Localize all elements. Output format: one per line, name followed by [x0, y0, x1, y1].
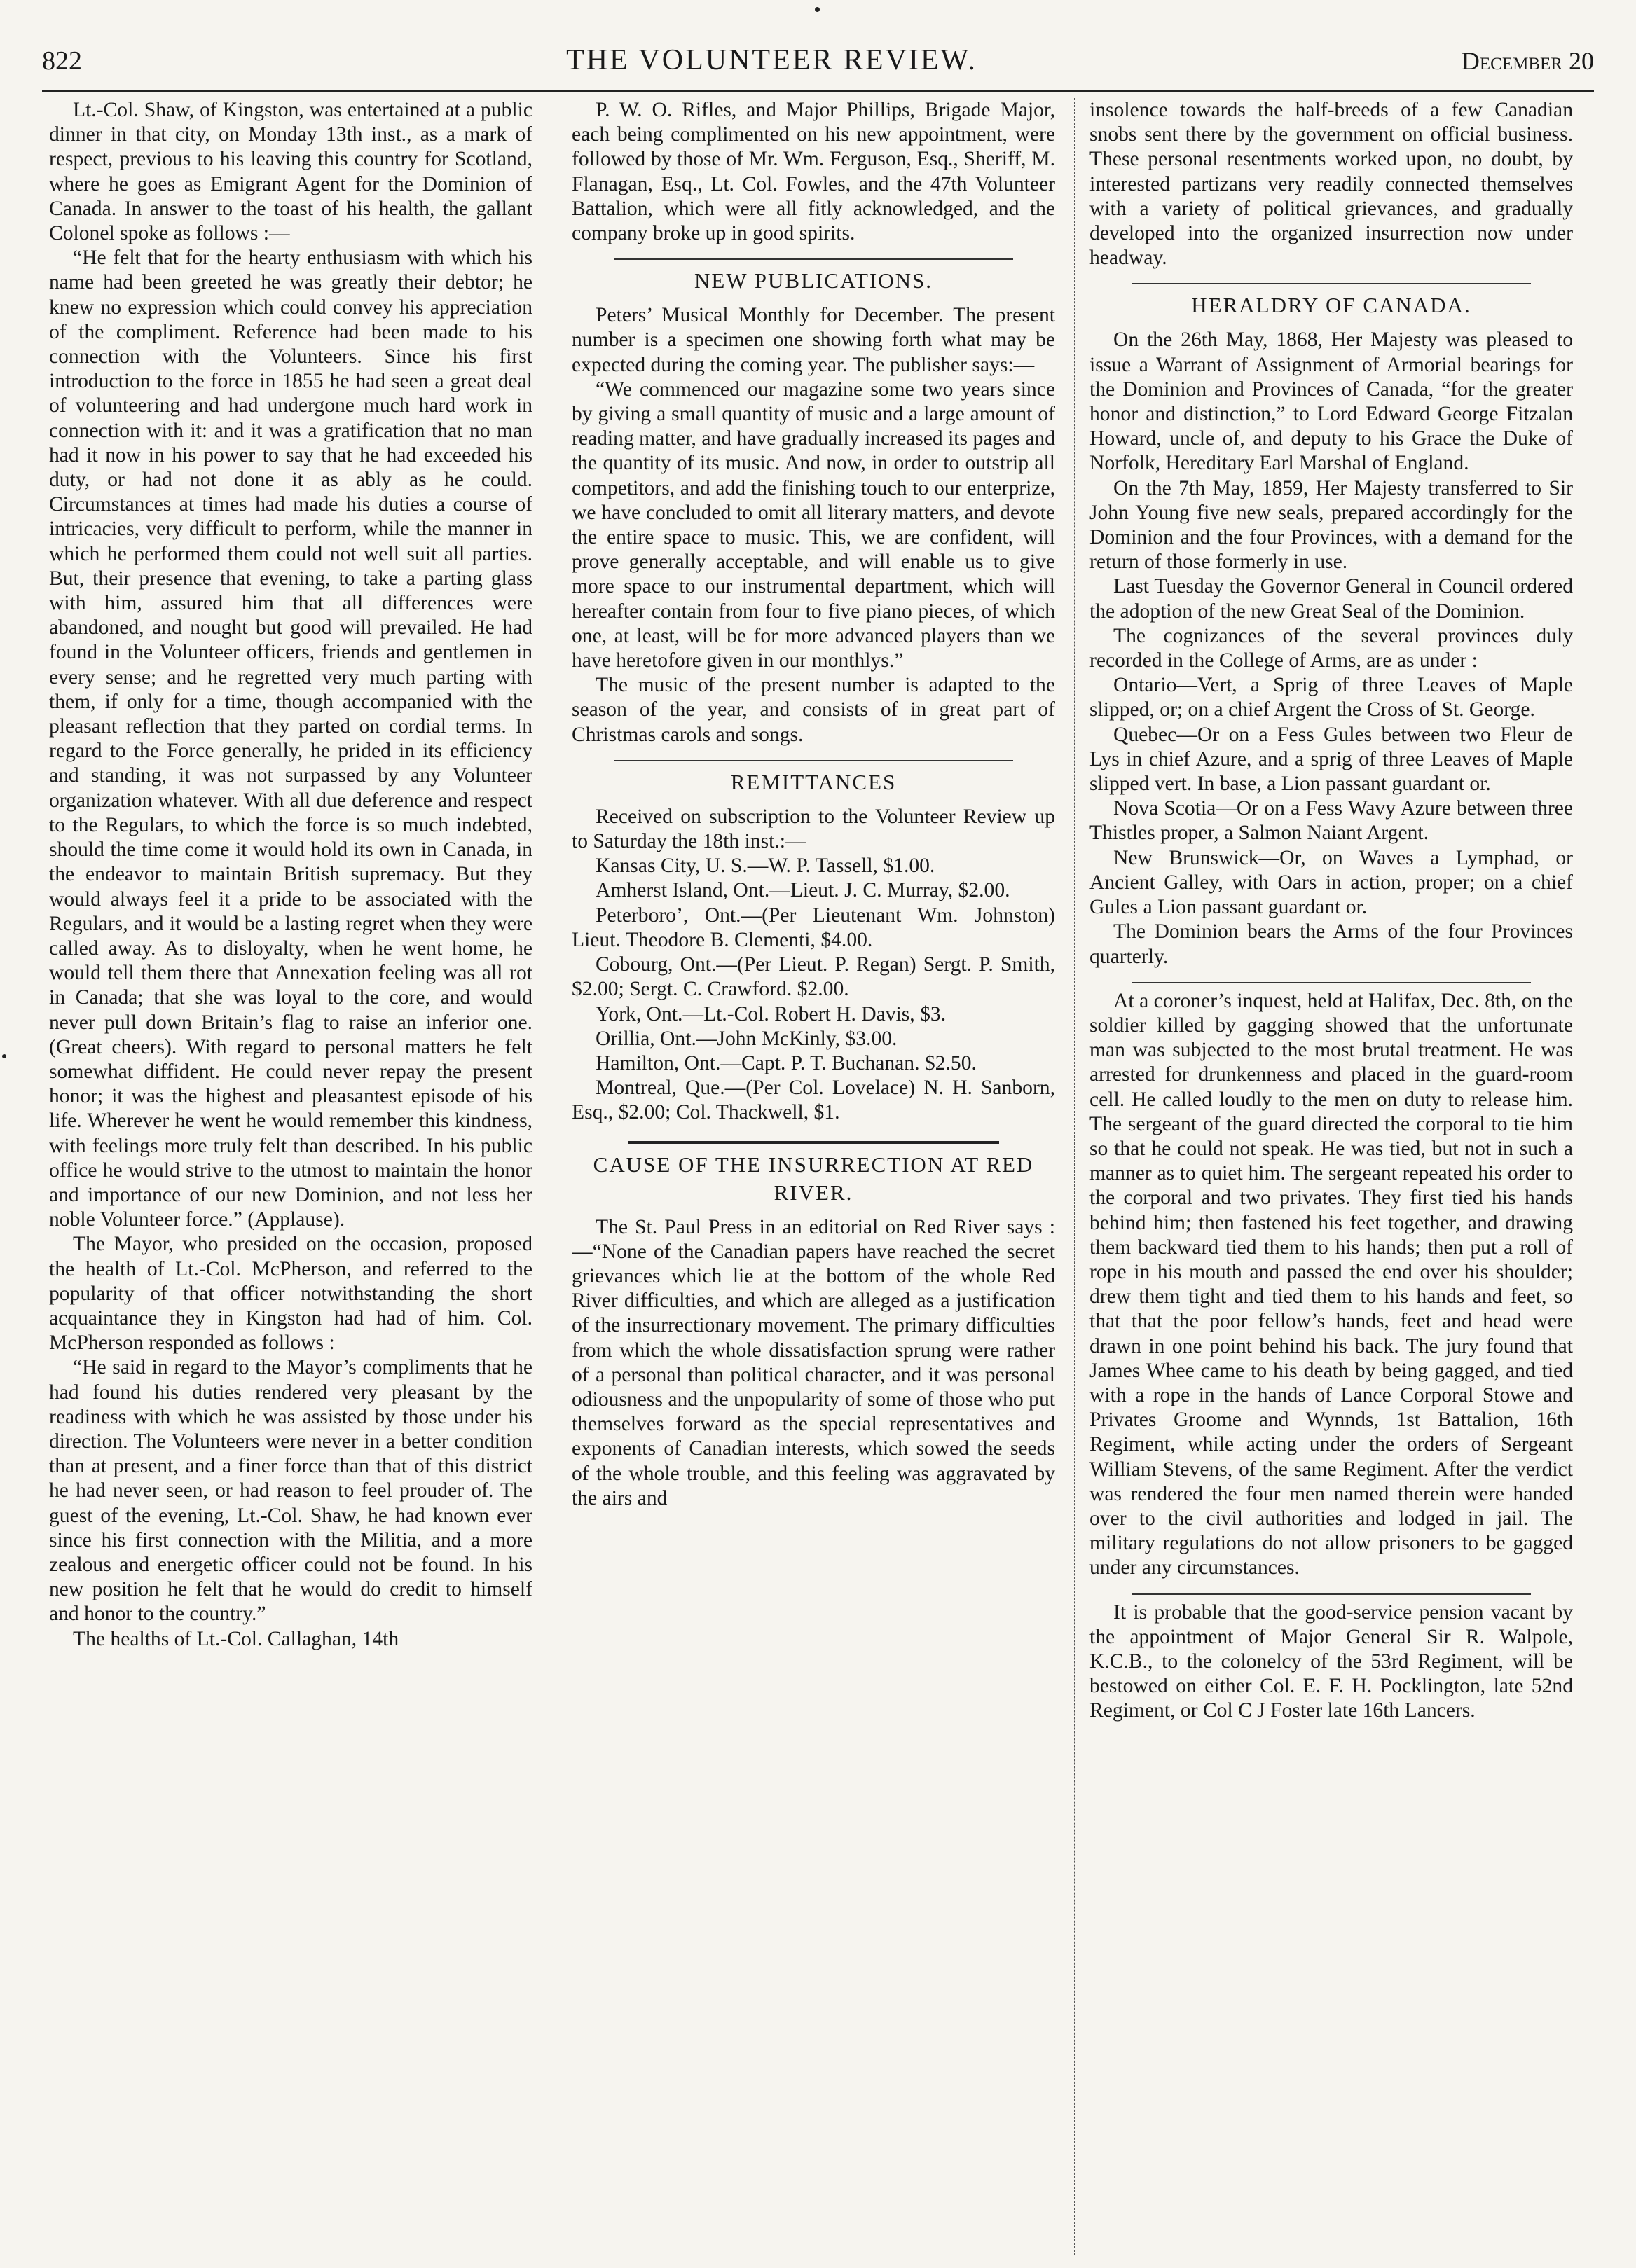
section-rule: [1132, 283, 1531, 284]
article-paragraph: Peters’ Musical Monthly for December. The present number is a specimen one showing forth what may be expected during the coming year. The publisher says:—: [572, 304, 1055, 376]
column-3: [1089, 98, 1573, 2255]
column-2: [572, 98, 1055, 2255]
remittance-entry: Hamilton, Ont.—Capt. P. T. Buchanan. $2.50.: [596, 1051, 977, 1074]
article-paragraph: “He said in regard to the Mayor’s compliments that he had found his duties rendered very pleasant by the readiness with which he was assisted by those under his direction. The Volunteers were never in a better condition than at present, and a finer force than that of this district he had never seen, or had reason to feel prouder of. The guest of the evening, Lt.-Col. Shaw, he had known ever since his first connection with the Militia, and a more zealous and energetic officer could not be found. In his new position he felt that he would do credit to himself and honor to the country.”: [49, 1356, 532, 1626]
article-paragraph: The St. Paul Press in an editorial on Red River says :—“None of the Canadian papers have reached the secret grievances which lie at the bottom of the whole Red River difficulties, and which are alleged as a justification of the insurrectionary movement. The primary difficulties from which the whole dissatisfaction sprung were rather of a personal than political character, and it was personal odiousness and the unpopularity of some of those who put themselves forward as the special representatives and exponents of Canadian interests, which sowed the seeds of the whole trouble, and this feeling was aggravated by the airs and: [572, 1215, 1055, 1509]
masthead-rule: [42, 90, 1594, 92]
article-paragraph: The Dominion bears the Arms of the four Provinces quarterly.: [1089, 920, 1573, 968]
remittance-entry: Orillia, Ont.—John McKinly, $3.00.: [596, 1027, 898, 1050]
blazon-paragraph: Nova Scotia—Or on a Fess Wavy Azure between three Thistles proper, a Salmon Naiant Argent.: [1089, 797, 1573, 845]
remittance-entry: Peterboro’, Ont.—(Per Lieutenant Wm. Johnston) Lieut. Theodore B. Clementi, $4.00.: [572, 904, 1055, 951]
article-paragraph: “We commenced our magazine some two years since by giving a small quantity of music and a large amount of reading matter, and have gradually increased its pages and the quantity of its music. And now, in order to outstrip all competitors, and add the finishing touch to our enterprize, we have concluded to omit all literary matters, and devote the entire space to music. This, we are confident, will prove generally acceptable, and will enable us to give more space to our instrumental department, which will hereafter contain from four to five piano pieces, of which one, at least, will be for more advanced players than we have heretofore given in our monthlys.”: [572, 378, 1055, 672]
page-number: 822: [42, 46, 82, 76]
article-paragraph: On the 26th May, 1868, Her Majesty was pleased to issue a Warrant of Assignment of Armorial bearings for the Dominion and Provinces of Canada, “for the greater honor and distinction,” to Lord Edward George Fitzalan Howard, uncle of, and deputy to his Grace the Duke of Norfolk, Hereditary Earl Marshal of England.: [1089, 329, 1573, 475]
remittance-entry: Cobourg, Ont.—(Per Lieut. P. Regan) Sergt. P. Smith, $2.00; Sergt. C. Crawford. $2.00.: [572, 953, 1055, 1001]
section-heading: REMITTANCES: [730, 769, 897, 794]
article-paragraph: The cognizances of the several provinces duly recorded in the College of Arms, are as under :: [1089, 624, 1573, 672]
blazon-paragraph: Ontario—Vert, a Sprig of three Leaves of Maple slipped, or; on a chief Argent the Cross of St. George.: [1089, 674, 1573, 721]
section-rule: [628, 1141, 999, 1144]
column-1: [49, 98, 532, 2255]
article-paragraph: The music of the present number is adapted to the season of the year, and consists of in great part of Christmas carols and songs.: [572, 674, 1055, 746]
article-paragraph: On the 7th May, 1859, Her Majesty transferred to Sir John Young five new seals, prepared accordingly for the Dominion and the four Provinces, with a demand for the return of those formerly in use.: [1089, 476, 1573, 574]
column-divider: [1074, 98, 1075, 2255]
section-heading: NEW PUBLICATIONS.: [694, 268, 933, 293]
remittance-entry: Kansas City, U. S.—W. P. Tassell, $1.00.: [596, 855, 935, 878]
print-mark: [2, 1054, 6, 1058]
article-paragraph: The Mayor, who presided on the occasion, proposed the health of Lt.-Col. McPherson, and referred to the popularity of that officer notwithstanding the short acquaintance they in Kingston had had of him. Col. McPherson responded as follows :: [49, 1233, 532, 1355]
section-heading: HERALDRY OF CANADA.: [1191, 293, 1471, 318]
article-paragraph: At a coroner’s inquest, held at Halifax, Dec. 8th, on the soldier killed by gagging showed that the unfortunate man was subjected to the most brutal treatment. He was arrested for drunkenness and placed in the guard-room cell. He called loudly to the men on duty to release him. The sergeant of the guard directed the corporal to tie him so that he could not speak. He was tied, but not in such a manner as to quiet him. The sergeant repeated his order to the corporal and two privates. They first tied his hands behind him; then fastened his feet together, and drawing them backward tied them to his hands; then put a roll of rope in his mouth and passed the end over his shoulder; drew them tight and tied them to his hands and feet, so that that the poor fellow’s hands, feet and head were drawn in one point behind his back. The jury found that James Whee came to his death by being gagged, and tied with a rope in the hands of Lance Corporal Stowe and Privates Groome and Wynnds, 1st Battalion, 16th Regiment, while acting under the orders of Sergeant William Stevens, of the same Regiment. After the verdict was rendered the four men named therein were handed over to the civil authorities and lodged in jail. The military regulations do not allow prisoners to be gagged under any circumstances.: [1089, 989, 1573, 1579]
section-rule: [1132, 1593, 1531, 1595]
section-rule: [614, 258, 1013, 260]
publication-title: THE VOLUNTEER REVIEW.: [566, 44, 977, 76]
section-heading: CAUSE OF THE INSURRECTION AT RED RIVER.: [593, 1152, 1034, 1205]
article-paragraph: “He felt that for the hearty enthusiasm with which his name had been greeted he was greatly their debtor; he knew no expression which could convey his appreciation of the compliment. Reference had been made to his connection with the Volunteers. Since his first introduction to the force in 1855 he had seen a great deal of volunteering and had undergone much hard work in connection with it: and it was a gratification that no man had it now in his power to say that he had exceeded his duty, or had not done it as ably as he could. Circumstances at times had made his duties a course of intricacies, very difficult to perform, while the manner in which he performed them could not well suit all parties. But, their presence that evening, to take a parting glass with him, assured him that all differences were abandoned, and nought but good will prevailed. He had found in the Volunteer officers, friends and gentlemen in every sense; and he regretted very much parting with them, if only for a time, though accompanied with the pleasant reflection that they parted on cordial terms. In regard to the Force generally, he prided in its efficiency and standing, it was not surpassed by any Volunteer organization whatever. With all due deference and respect to the Regulars, to which the force is so much indebted, should the time come it would hold its own in Canada, in the endeavor to maintain British supremacy. But they would always feel it a pride to be associated with the Regulars, and it would be a lasting regret when they were called away. As to disloyalty, when he went home, he would tell them there that Annexation feeling was all rot in Canada; that she was loyal to the core, and would never pull down Britain’s flag to raise an inferior one. (Great cheers). With regard to personal matters he felt somewhat diffident. He could never repay the present honor; it was the highest and pleasantest episode of his life. Wherever he went he would remember this kindness, with feelings more truly felt than described. In his public office he would strive to the utmost to maintain the honor and importance of our new Dominion, and not less her noble Volunteer force.” (Applause).: [49, 247, 532, 1231]
print-mark: [815, 7, 820, 12]
section-rule: [614, 760, 1013, 761]
article-paragraph: P. W. O. Rifles, and Major Phillips, Brigade Major, each being complimented on his new appointment, were followed by those of Mr. Wm. Ferguson, Esq., Sheriff, M. Flanagan, Esq., Lt. Col. Fowles, and the 47th Volunteer Battalion, which were all fitly acknowledged, and the company broke up in good spirits.: [572, 99, 1055, 245]
blazon-paragraph: New Brunswick—Or, on Waves a Lymphad, or Ancient Galley, with Oars in action, proper; on a chief Gules a Lion passant guardant or.: [1089, 846, 1573, 919]
article-paragraph: The healths of Lt.-Col. Callaghan, 14th: [73, 1627, 399, 1650]
article-paragraph: It is probable that the good-service pension vacant by the appointment of Major General Sir R. Walpole, K.C.B., to the colonelcy of the 53rd Regiment, will be bestowed on either Col. E. F. H. Pocklington, late 52nd Regiment, or Col C J Foster late 16th Lancers.: [1089, 1600, 1573, 1722]
article-paragraph: insolence towards the half-breeds of a few Canadian snobs sent there by the government on official business. These personal resentments worked upon, no doubt, by interested partizans very readily connected themselves with a variety of political grievances, and gradually developed into the organized insurrection now under headway.: [1089, 99, 1573, 270]
article-paragraph: Lt.-Col. Shaw, of Kingston, was entertained at a public dinner in that city, on Monday 13th inst., as a mark of respect, previous to his leaving this country for Scotland, where he goes as Emigrant Agent for the Dominion of Canada. In answer to the toast of his health, the gallant Colonel spoke as follows :—: [49, 99, 532, 245]
issue-date: December 20: [1461, 47, 1594, 75]
remittance-entry: York, Ont.—Lt.-Col. Robert H. Davis, $3.: [596, 1002, 947, 1025]
blazon-paragraph: Quebec—Or on a Fess Gules between two Fleur de Lys in chief Azure, and a sprig of three Leaves of Maple slipped vert. In base, a Lion passant guardant or.: [1089, 723, 1573, 796]
article-paragraph: Last Tuesday the Governor General in Council ordered the adoption of the new Great Seal of the Dominion.: [1089, 575, 1573, 623]
remittance-entry: Montreal, Que.—(Per Col. Lovelace) N. H. Sanborn, Esq., $2.00; Col. Thackwell, $1.: [572, 1077, 1055, 1124]
masthead: [42, 43, 1594, 83]
remittance-entry: Amherst Island, Ont.—Lieut. J. C. Murray, $2.00.: [596, 879, 1010, 902]
article-paragraph: Received on subscription to the Volunteer Review up to Saturday the 18th inst.:—: [572, 805, 1055, 853]
section-rule: [1132, 982, 1531, 983]
